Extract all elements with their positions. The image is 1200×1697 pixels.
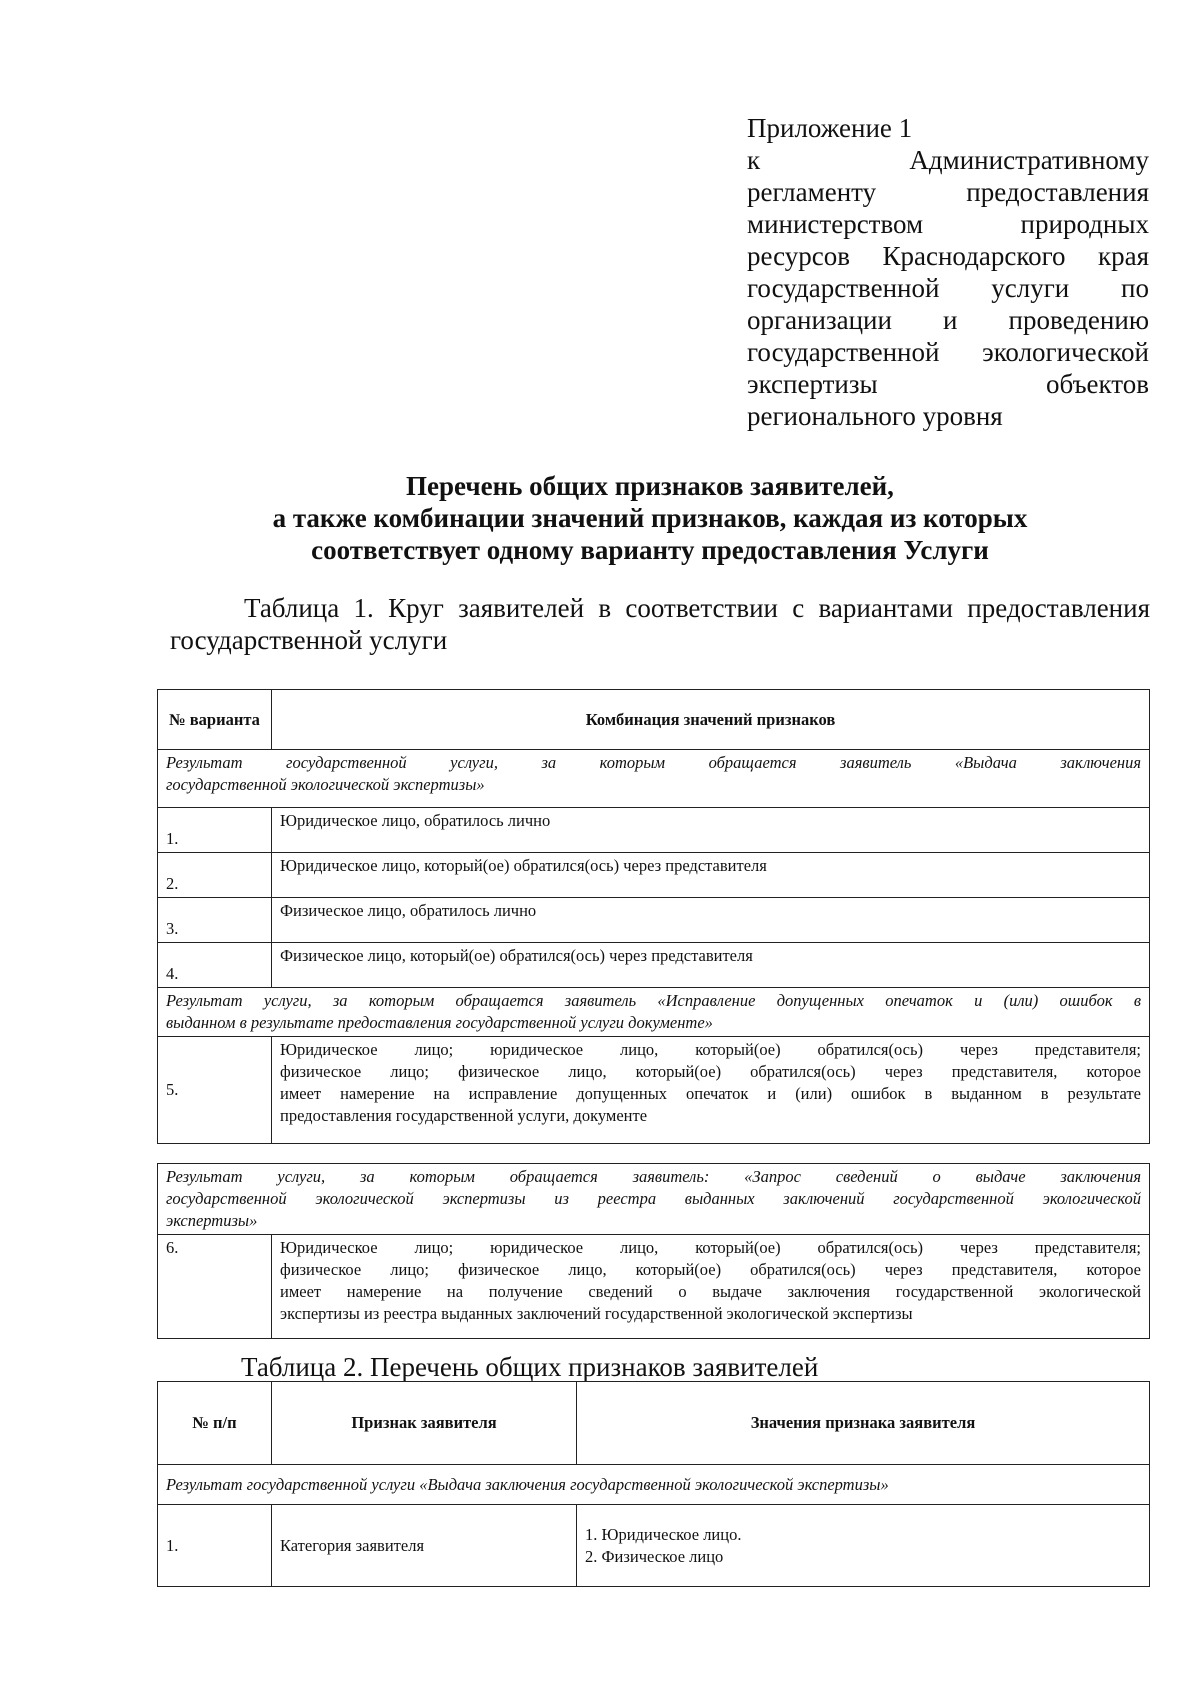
table2-caption: Таблица 2. Перечень общих признаков заявителей — [241, 1352, 819, 1382]
variant-number: 5. — [158, 1037, 272, 1144]
table1-continued — [157, 1163, 1150, 1339]
section-row — [158, 1465, 1150, 1505]
appendix-line: государственной экологической — [747, 337, 1149, 367]
variant-description: Юридическое лицо, обратилось лично — [272, 808, 1150, 853]
table-row — [158, 943, 1150, 988]
heading-line: соответствует одному варианту предоставления Услуги — [311, 535, 989, 565]
appendix-line: к Административному — [747, 145, 1149, 175]
sign-name: Категория заявителя — [272, 1505, 577, 1587]
section-title: Результат государственной услуги «Выдача заключения государственной экологической экспертизы» — [158, 1465, 1150, 1505]
section-title-line: государственной экологической экспертизы» — [166, 775, 485, 794]
table1-caption-line: государственной услуги — [170, 625, 448, 655]
section-title-line: государственной экологической экспертизы из реестра выданных заключений государственной экологической — [166, 1189, 1141, 1208]
section-title-line: экспертизы» — [166, 1211, 258, 1230]
section-title-line: выданном в результате предоставления государственной услуги документе» — [166, 1013, 713, 1032]
section-title — [158, 1164, 1150, 1235]
variant-description — [272, 1235, 1150, 1339]
col-header-variant: № варианта — [158, 690, 272, 750]
section-title-line: Результат услуги, за которым обращается заявитель: «Запрос сведений о выдаче заключения — [166, 1167, 1141, 1186]
sign-values — [577, 1505, 1150, 1587]
appendix-line: экспертизы объектов — [747, 369, 1149, 399]
appendix-line: министерством природных — [747, 209, 1149, 239]
col-header-values: Значения признака заявителя — [577, 1382, 1150, 1465]
appendix-line: регламенту предоставления — [747, 177, 1149, 207]
col-header-sign: Признак заявителя — [272, 1382, 577, 1465]
table-row — [158, 1505, 1150, 1587]
table-header-row — [158, 690, 1150, 750]
variant-number: 6. — [158, 1235, 272, 1339]
variant-description: Физическое лицо, обратилось лично — [272, 898, 1150, 943]
appendix-line: организации и проведению — [747, 305, 1149, 335]
table-row — [158, 898, 1150, 943]
variant-description — [272, 1037, 1150, 1144]
variant-description-line: физическое лицо; физическое лицо, который(ое) обратился(ось) через представителя, которое — [280, 1062, 1141, 1081]
variant-number: 1. — [158, 808, 272, 853]
section-row — [158, 1164, 1150, 1235]
variant-description-line: экспертизы из реестра выданных заключений государственной экологической экспертизы — [280, 1304, 913, 1323]
table-row — [158, 1235, 1150, 1339]
table-header-row — [158, 1382, 1150, 1465]
variant-description-line: физическое лицо; физическое лицо, который(ое) обратился(ось) через представителя, которое — [280, 1260, 1141, 1279]
variant-number: 2. — [158, 853, 272, 898]
heading-line: Перечень общих признаков заявителей, — [406, 471, 894, 501]
appendix-line: Приложение 1 — [747, 113, 913, 143]
variant-description-line: Юридическое лицо; юридическое лицо, который(ое) обратился(ось) через представителя; — [280, 1238, 1141, 1257]
section-row — [158, 988, 1150, 1037]
variant-number: 3. — [158, 898, 272, 943]
heading-line: а также комбинации значений признаков, каждая из которых — [272, 503, 1028, 533]
variant-description: Юридическое лицо, который(ое) обратился(ось) через представителя — [272, 853, 1150, 898]
section-title — [158, 988, 1150, 1037]
table-row — [158, 808, 1150, 853]
table-row — [158, 853, 1150, 898]
table1-caption — [170, 592, 1150, 656]
variant-description-line: имеет намерение на получение сведений о выдаче заключения государственной экологической — [280, 1282, 1141, 1301]
variant-number: 4. — [158, 943, 272, 988]
col-header-combination: Комбинация значений признаков — [272, 690, 1150, 750]
variant-description-line: предоставления государственной услуги, документе — [280, 1106, 648, 1125]
document-heading — [150, 470, 1150, 566]
row-number: 1. — [158, 1505, 272, 1587]
appendix-line: ресурсов Краснодарского края — [747, 241, 1149, 271]
section-row — [158, 750, 1150, 808]
variant-description-line: имеет намерение на исправление допущенных опечаток и (или) ошибок в выданном в результате — [280, 1084, 1141, 1103]
section-title-line: Результат государственной услуги, за которым обращается заявитель «Выдача заключения — [166, 753, 1141, 772]
variant-description-line: Юридическое лицо; юридическое лицо, который(ое) обратился(ось) через представителя; — [280, 1040, 1141, 1059]
sign-value: 2. Физическое лицо — [585, 1546, 724, 1566]
appendix-line: государственной услуги по — [747, 273, 1149, 303]
table1-caption-line: Таблица 1. Круг заявителей в соответствии с вариантами предоставления — [244, 593, 1150, 623]
appendix-line: регионального уровня — [747, 401, 1003, 431]
col-header-number: № п/п — [158, 1382, 272, 1465]
table-row — [158, 1037, 1150, 1144]
table2 — [157, 1381, 1150, 1587]
variant-description: Физическое лицо, который(ое) обратился(ось) через представителя — [272, 943, 1150, 988]
appendix-block — [747, 112, 1149, 432]
section-title — [158, 750, 1150, 808]
table1 — [157, 689, 1150, 1144]
section-title-line: Результат услуги, за которым обращается заявитель «Исправление допущенных опечаток и (или) ошибок в — [166, 991, 1141, 1010]
sign-value: 1. Юридическое лицо. — [585, 1524, 742, 1544]
